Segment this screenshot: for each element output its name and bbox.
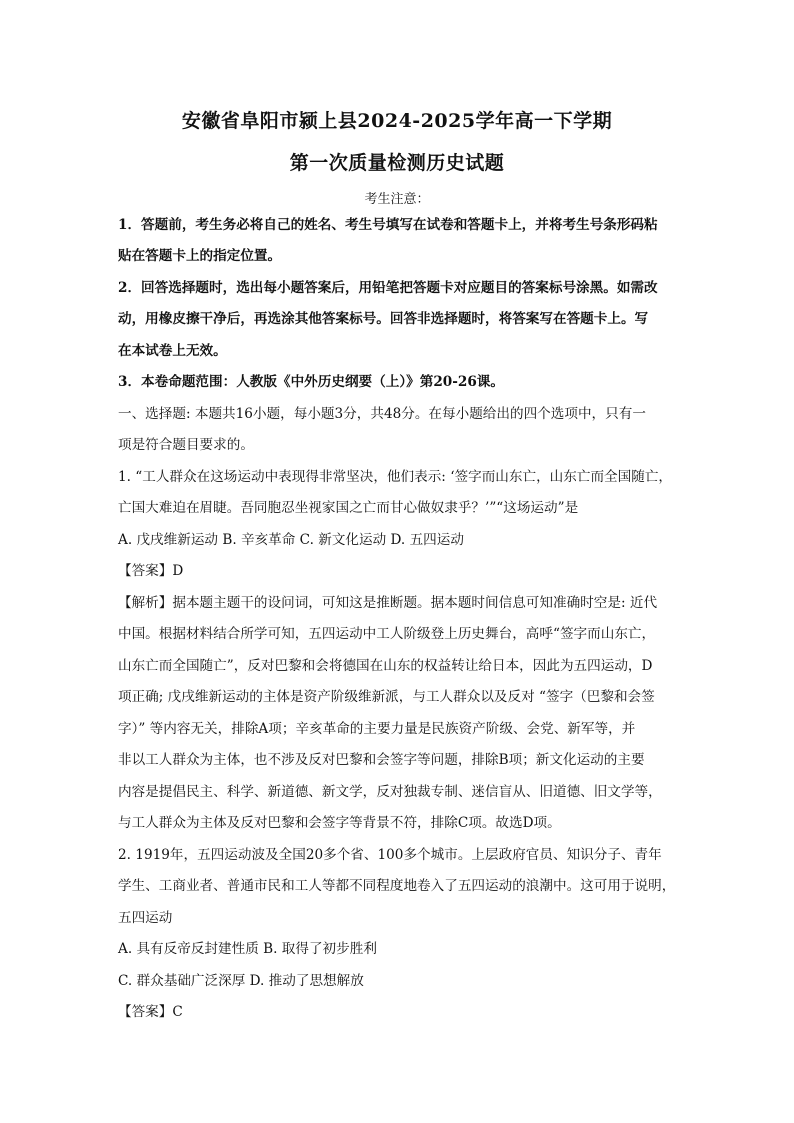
exam-title-line1: 安徽省阜阳市颍上县2024-2025学年高一下学期 [181,110,613,132]
notice-line: 3．本卷命题范围：人教版《中外历史纲要（上）》第20-26课。 [118,374,504,390]
notice-line: 1．答题前，考生务必将自己的姓名、考生号填写在试卷和答题卡上，并将考生号条形码粘 [118,217,658,233]
q2-options: C. 群众基础广泛深厚 D. 推动了思想解放 [118,973,364,989]
q1-analysis: 字）” 等内容无关，排除A项；辛亥革命的主要力量是民族资产阶级、会党、新军等，并 [118,721,636,737]
notice-line: 在本试卷上无效。 [118,343,227,359]
q1-analysis: 山东亡而全国随亡”，反对巴黎和会将德国在山东的权益转让给日本，因此为五四运动，D [118,658,653,674]
q1-stem: 亡国大难迫在眉睫。吾同胞忍坐视家国之亡而甘心做奴隶乎？’”“这场运动”是 [118,500,579,516]
q2-stem: 五四运动 [118,910,173,926]
notice-line: 动，用橡皮擦干净后，再选涂其他答案标号。回答非选择题时，将答案写在答题卡上。写 [118,311,649,327]
q1-answer: 【答案】D [118,563,184,579]
notice-heading: 考生注意： [364,192,430,207]
q2-stem: 学生、工商业者、普通市民和工人等都不同程度地卷入了五四运动的浪潮中。这可用于说明， [118,878,676,894]
q1-stem: 1. “工人群众在这场运动中表现得非常坚决，他们表示: ‘签字而山东亡，山东亡而全国随亡， [118,469,673,485]
q1-analysis: 内容是提倡民主、科学、新道德、新文学，反对独裁专制、迷信盲从、旧道德、旧文学等， [118,784,662,800]
q1-options: A. 戊戌维新运动 B. 辛亥革命 C. 新文化运动 D. 五四运动 [118,532,464,548]
q1-analysis: 【解析】据本题主题干的设问词，可知这是推断题。据本题时间信息可知准确时空是: 近代 [118,595,658,611]
q1-analysis: 项正确; 戊戌维新运动的主体是资产阶级维新派，与工人群众以及反对 “签字（巴黎和会签 [118,689,655,705]
q1-analysis: 非以工人群众为主体，也不涉及反对巴黎和会签字等问题，排除B项；新文化运动的主要 [118,752,645,768]
q2-answer: 【答案】C [118,1004,183,1020]
q1-analysis: 中国。根据材料结合所学可知，五四运动中工人阶级登上历史舞台，高呼“签字而山东亡， [118,626,656,642]
q2-stem: 2. 1919年，五四运动波及全国20多个省、100多个城市。上层政府官员、知识分子、青年 [118,847,662,863]
notice-line: 贴在答题卡上的指定位置。 [118,248,282,264]
q1-analysis: 与工人群众为主体及反对巴黎和会签字等背景不符，排除C项。故选D项。 [118,815,561,831]
section-heading: 一、选择题: 本题共16小题，每小题3分，共48分。在每小题给出的四个选项中，只有一 [118,406,646,422]
section-heading-cont: 项是符合题目要求的。 [118,437,254,453]
q2-options: A. 具有反帝反封建性质 B. 取得了初步胜利 [118,941,377,957]
notice-line: 2．回答选择题时，选出每小题答案后，用铅笔把答题卡对应题目的答案标号涂黑。如需改 [118,280,658,296]
exam-title-line2: 第一次质量检测历史试题 [289,152,505,174]
